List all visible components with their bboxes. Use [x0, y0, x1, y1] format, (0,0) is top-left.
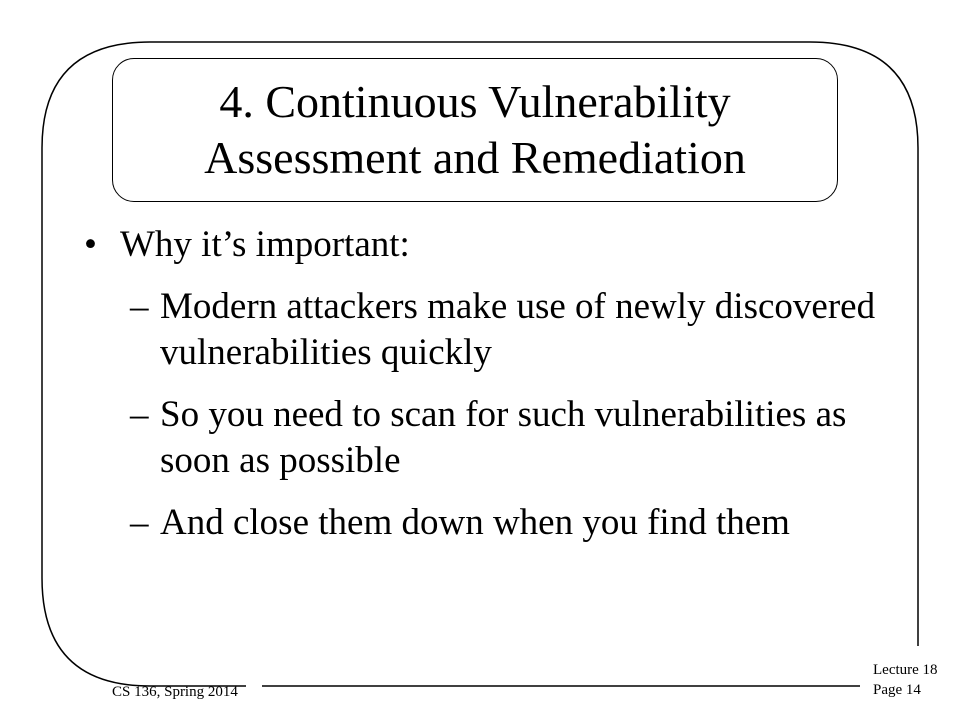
slide-title-line-1: 4. Continuous Vulnerability	[219, 76, 731, 127]
dash-icon: –	[130, 502, 149, 543]
sub-bullet-text: So you need to scan for such vulnerabilities as soon as possible	[160, 394, 847, 481]
slide-content	[84, 222, 884, 546]
footer-page: Page 14	[873, 682, 921, 698]
sub-bullet-item	[84, 284, 884, 376]
footer-course: CS 136, Spring 2014	[112, 684, 238, 700]
dash-icon: –	[130, 394, 149, 435]
footer-lecture: Lecture 18	[873, 662, 938, 678]
slide-title-box	[112, 58, 838, 202]
bullet-text: Why it’s important:	[120, 224, 410, 265]
bullet-dot-icon: •	[84, 224, 97, 265]
sub-bullet-item	[84, 392, 884, 484]
sub-bullet-item	[84, 500, 884, 546]
footer-lecture-page	[873, 660, 938, 700]
slide-title-line-2: Assessment and Remediation	[204, 132, 746, 183]
bullet-item	[84, 222, 884, 268]
dash-icon: –	[130, 286, 149, 327]
sub-bullet-text: And close them down when you find them	[160, 502, 790, 543]
sub-bullet-text: Modern attackers make use of newly discovered vulnerabilities quickly	[160, 286, 876, 373]
